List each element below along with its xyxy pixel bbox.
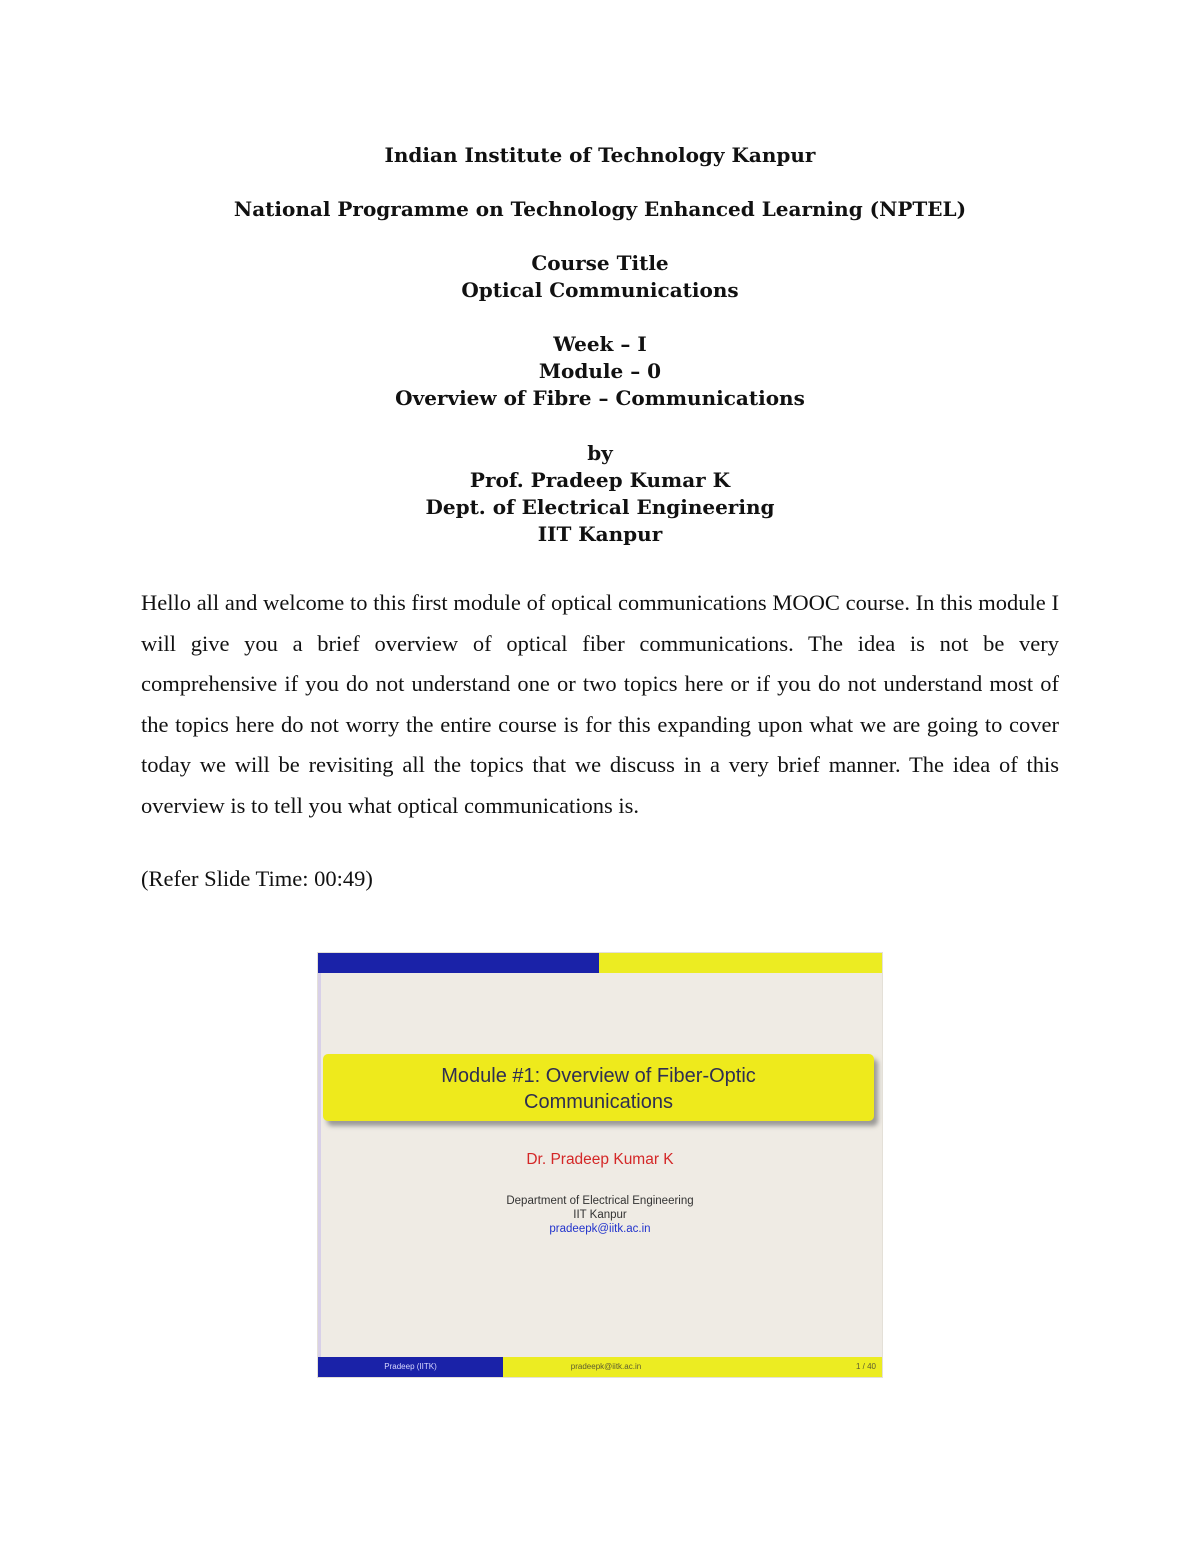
slide-top-bar-blue	[318, 953, 599, 973]
institute-name: Indian Institute of Technology Kanpur	[384, 143, 816, 167]
slide-title-line1: Module #1: Overview of Fiber-Optic	[441, 1065, 756, 1087]
intro-paragraph: Hello all and welcome to this first module of optical communications MOOC course. In this module I will give you a brief overview of optical fiber communications. The idea is not be very comprehensive if you do not understand one or two topics here or if you do not understand most of the topics here do not worry the entire course is for this expanding upon what we are going to cover today we will be revisiting all the topics that we discuss in a very brief manner. The idea of this overview is to tell you what optical communications is.	[141, 590, 1059, 818]
by-label: by	[587, 441, 613, 465]
programme-name: National Programme on Technology Enhanced Learning (NPTEL)	[233, 197, 967, 221]
department-name: Dept. of Electrical Engineering	[425, 495, 775, 519]
slide-top-bar-yellow	[599, 953, 882, 973]
slide-department: Department of Electrical Engineering	[506, 1195, 694, 1207]
module-label: Module – 0	[538, 359, 662, 383]
refer-slide-time: (Refer Slide Time: 00:49)	[141, 866, 373, 891]
module-title: Overview of Fibre – Communications	[395, 386, 805, 410]
slide-footer-page: 1 / 40	[855, 1362, 876, 1371]
slide-affiliation	[318, 1194, 882, 1236]
slide-email: pradeepk@iitk.ac.in	[549, 1223, 651, 1235]
course-title-label: Course Title	[531, 251, 669, 275]
week-label: Week – I	[553, 332, 647, 356]
slide-author: Dr. Pradeep Kumar K	[526, 1151, 674, 1168]
slide-image	[318, 953, 882, 1377]
slide-title-line2: Communications	[524, 1091, 673, 1113]
university-name: IIT Kanpur	[537, 522, 663, 546]
professor-name: Prof. Pradeep Kumar K	[469, 468, 731, 492]
slide-footer-right-bar	[503, 1357, 882, 1377]
slide-footer-email: pradeepk@iitk.ac.in	[570, 1362, 642, 1371]
course-title: Optical Communications	[461, 278, 739, 302]
slide-title-box	[323, 1054, 874, 1121]
slide-institute: IIT Kanpur	[573, 1209, 627, 1221]
slide-footer-left: Pradeep (IITK)	[318, 1357, 503, 1377]
